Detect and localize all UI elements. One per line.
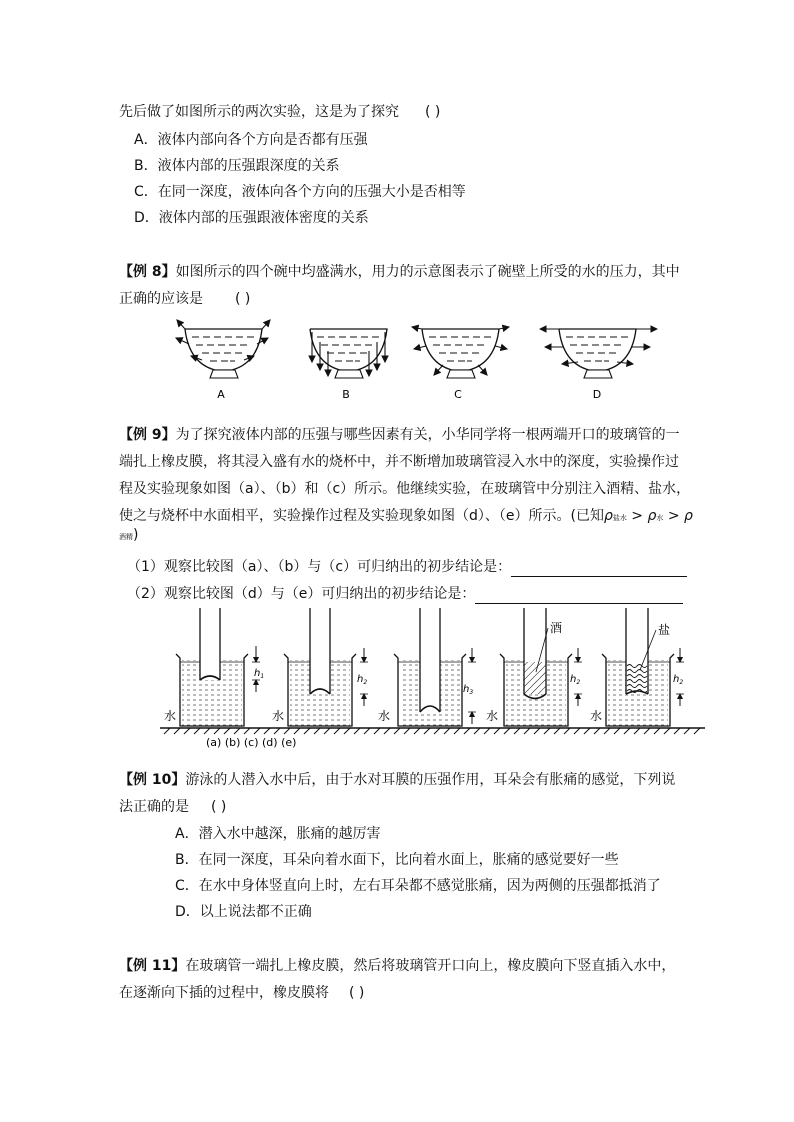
salt-label: 盐 <box>658 623 671 637</box>
q9-line2: 端扎上橡皮膜，将其浸入盛有水的烧杯中，并不断增加玻璃管浸入水中的深度，实验操作过 <box>119 454 679 470</box>
beaker-b <box>272 608 368 726</box>
q9-line5: 酒精) <box>119 527 139 543</box>
water-label-e: 水 <box>590 709 603 723</box>
q7-stem: 先后做了如图所示的两次实验，这是为了探究 ( ) <box>119 104 441 120</box>
bowl-d <box>540 329 657 378</box>
answer-blank-2[interactable] <box>475 589 683 604</box>
bowl-label-c: C <box>454 388 462 401</box>
q10-option-c: C．在水中身体竖直向上时，左右耳朵都不感觉胀痛，因为两侧的压强都抵消了 <box>175 878 661 894</box>
bowl-c <box>412 327 509 378</box>
bowl-label-b: B <box>342 388 350 401</box>
bowl-figure <box>160 318 670 402</box>
beaker-e <box>590 608 684 726</box>
q8-line2: 正确的应该是 ( ) <box>119 291 251 307</box>
h3-label: $h_3$ <box>463 684 474 696</box>
water-label-d: 水 <box>486 709 499 723</box>
water-label-b: 水 <box>272 709 285 723</box>
q10-line2: 法正确的是 ( ) <box>119 799 227 815</box>
q9-line4: 使之与烧杯中水面相平，实验操作过程及实验现象如图（d）、（e）所示。(已知ρ盐水 > ρ水 > ρ <box>119 508 693 524</box>
q8-line1: 【例 8】如图所示的四个碗中均盛满水，用力的示意图表示了碗壁上所受的水的压力，其中 <box>119 264 680 280</box>
q7-option-c: C．在同一深度，液体向各个方向的压强大小是否相等 <box>134 184 466 200</box>
bowl-label-a: A <box>217 388 225 401</box>
q9-tag: 【例 9】 <box>119 427 176 443</box>
answer-blank-1[interactable] <box>511 562 687 577</box>
h2-label-e: $h_2$ <box>673 674 684 686</box>
bowl-b <box>310 329 387 378</box>
q9-line1: 【例 9】为了探究液体内部的压强与哪些因素有关，小华同学将一根两端开口的玻璃管的一 <box>119 427 680 443</box>
q7-option-d: D．液体内部的压强跟液体密度的关系 <box>134 210 369 226</box>
q9-line3: 程及实验现象如图（a）、（b）和（c）所示。他继续实验，在玻璃管中分别注入酒精、盐水， <box>119 481 691 497</box>
water-label-a: 水 <box>164 709 177 723</box>
beaker-a <box>164 608 264 726</box>
q8-tag: 【例 8】 <box>119 264 176 280</box>
q10-tag: 【例 10】 <box>119 772 186 788</box>
bowl-label-d: D <box>592 388 602 401</box>
q10-option-a: A．潜入水中越深，胀痛的越厉害 <box>175 826 381 842</box>
q9-subquestion-1: （1）观察比较图（a）、（b）与（c）可归纳出的初步结论是： <box>127 557 687 577</box>
q10-option-b: B．在同一深度，耳朵向着水面下，比向着水面上，胀痛的感觉要好一些 <box>175 852 619 868</box>
water-label-c: 水 <box>378 709 391 723</box>
figure-caption: (a) (b) (c) (d) (e) <box>206 736 297 749</box>
bowl-a <box>176 320 270 378</box>
h1-label: $h_1$ <box>254 668 265 680</box>
q10-line1: 【例 10】游泳的人潜入水中后，由于水对耳膜的压强作用，耳朵会有胀痛的感觉，下列说 <box>119 772 676 788</box>
q11-tag: 【例 11】 <box>119 958 186 974</box>
alcohol-label: 酒 <box>550 621 563 635</box>
beaker-d <box>486 608 582 726</box>
q11-line2: 在逐渐向下插的过程中，橡皮膜将 ( ) <box>119 985 365 1001</box>
q11-line1: 【例 11】在玻璃管一端扎上橡皮膜，然后将玻璃管开口向上，橡皮膜向下竖直插入水中， <box>119 958 676 974</box>
h2-label-d: $h_2$ <box>570 674 581 686</box>
beaker-c <box>378 608 476 726</box>
h2-label-b: $h_2$ <box>357 674 368 686</box>
q7-option-a: A．液体内部向各个方向是否都有压强 <box>134 132 368 148</box>
beaker-figure <box>150 608 710 753</box>
q9-subquestion-2: （2）观察比较图（d）与（e）可归纳出的初步结论是： <box>127 584 683 604</box>
q10-option-d: D．以上说法都不正确 <box>175 904 312 920</box>
q7-option-b: B．液体内部的压强跟深度的关系 <box>134 158 340 174</box>
